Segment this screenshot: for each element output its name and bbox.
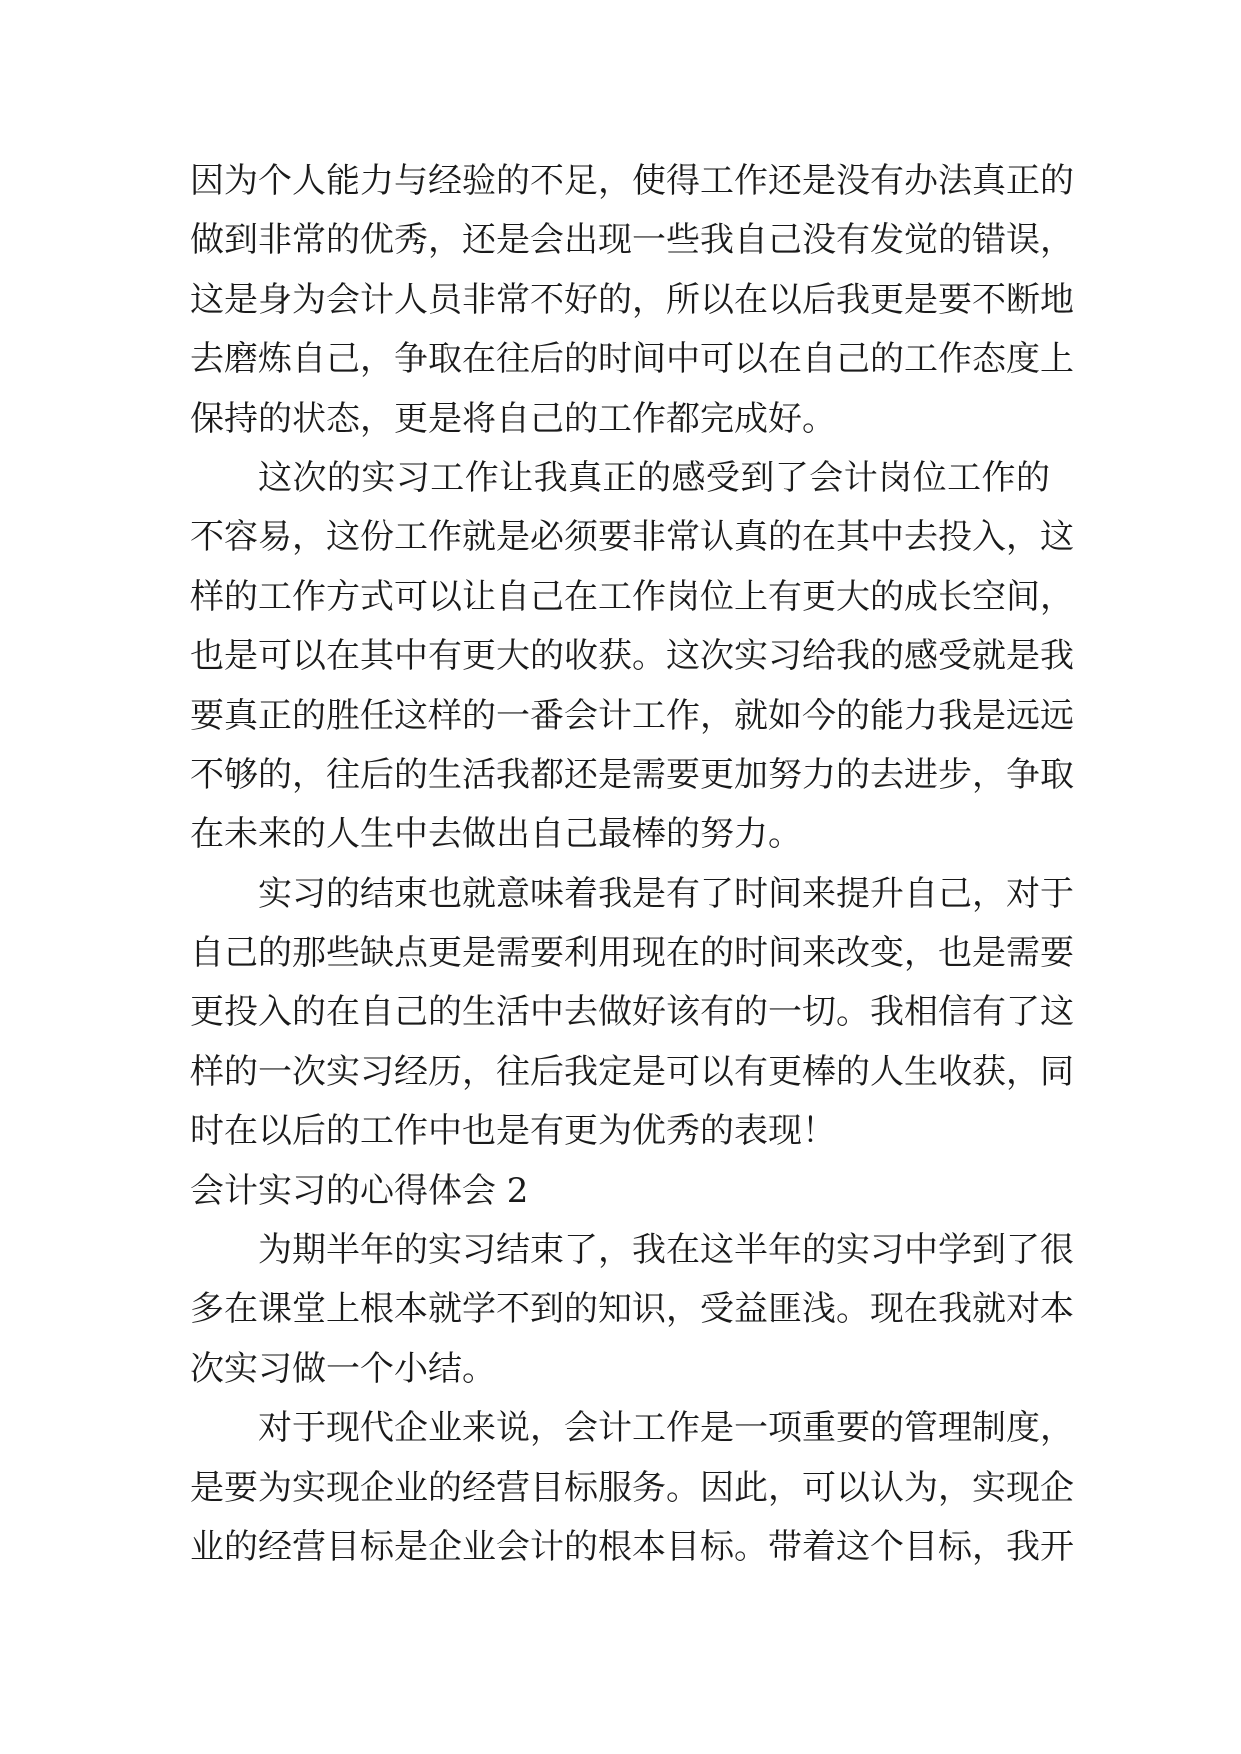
- paragraph-3: [190, 865, 1074, 1162]
- text-line: 自己的那些缺点更是需要利用现在的时间来改变，也是需要: [190, 933, 1074, 974]
- text-line: 多在课堂上根本就学不到的知识，受益匪浅。现在我就对本: [190, 1289, 1074, 1330]
- text-line: 样的一次实习经历，往后我定是可以有更棒的人生收获，同: [190, 1051, 1074, 1092]
- text-line: 因为个人能力与经验的不足，使得工作还是没有办法真正的: [190, 161, 1074, 201]
- text-line: 为期半年的实习结束了，我在这半年的实习中学到了很: [258, 1230, 1074, 1271]
- text-line: 实习的结束也就意味着我是有了时间来提升自己，对于: [258, 873, 1074, 914]
- text-line: 不容易，这份工作就是必须要非常认真的在其中去投入，这: [190, 517, 1074, 558]
- paragraph-2: [190, 449, 1074, 865]
- text-line: 次实习做一个小结。: [190, 1348, 496, 1389]
- text-line: 在未来的人生中去做出自己最棒的努力。: [190, 814, 802, 855]
- text-line: 保持的状态，更是将自己的工作都完成好。: [190, 398, 836, 439]
- section-paragraph-1: [190, 1221, 1074, 1399]
- text-line: 更投入的在自己的生活中去做好该有的一切。我相信有了这: [190, 992, 1074, 1033]
- text-line: 对于现代企业来说，会计工作是一项重要的管理制度，: [258, 1408, 1074, 1449]
- text-line: 这次的实习工作让我真正的感受到了会计岗位工作的: [258, 457, 1050, 498]
- text-line: 也是可以在其中有更大的收获。这次实习给我的感受就是我: [190, 636, 1074, 677]
- text-line: 要真正的胜任这样的一番会计工作，就如今的能力我是远远: [190, 695, 1074, 736]
- section-paragraph-2: [190, 1399, 1074, 1577]
- text-line: 去磨炼自己，争取在往后的时间中可以在自己的工作态度上: [190, 339, 1074, 380]
- text-line: 做到非常的优秀，还是会出现一些我自己没有发觉的错误，: [190, 220, 1074, 261]
- text-line: 是要为实现企业的经营目标服务。因此，可以认为，实现企: [190, 1467, 1074, 1508]
- section-heading: 会计实习的心得体会 2: [190, 1170, 529, 1211]
- text-line: 不够的，往后的生活我都还是需要更加努力的去进步，争取: [190, 754, 1074, 795]
- text-line: 业的经营目标是企业会计的根本目标。带着这个目标，我开: [190, 1526, 1074, 1567]
- text-line: 样的工作方式可以让自己在工作岗位上有更大的成长空间，: [190, 576, 1074, 617]
- text-line: 时在以后的工作中也是有更为优秀的表现！: [190, 1111, 836, 1152]
- text-line: 这是身为会计人员非常不好的，所以在以后我更是要不断地: [190, 279, 1074, 320]
- paragraph-1: [190, 152, 1074, 449]
- document-body: [190, 152, 1074, 1577]
